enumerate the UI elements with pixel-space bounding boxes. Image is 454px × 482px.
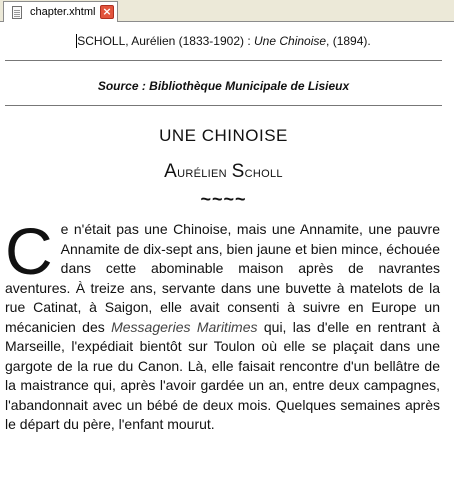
document-view[interactable] [5, 22, 442, 482]
divider [5, 105, 442, 106]
author-initial-s: S [231, 161, 245, 182]
paragraph-text-1: e n'était pas une Chinoise, mais une Annamite, une pauvre Annamite de dix-sept ans, bien jaune et bien mince, échouée dans cette abominable maison après de navrantes aventures. À treize ans, servante dans une buvette à matelots de la rue Catinat, à Saigon, elle avait consenti à suivre en Europe un mécanicien des [5, 221, 440, 335]
story-author [5, 161, 442, 183]
citation-year: , (1894). [326, 34, 371, 48]
story-title: UNE CHINOISE [159, 126, 288, 145]
paragraph-text-2: qui, las d'elle en rentrant à Marseille, l'expédiait bientôt sur Toulon où elle se plaçait dans une gargote de la rue du Canon. Là, elle faisait rencontre d'un bellâtre de la maistrance qui, après l'avoir gardée un an, entre deux campagnes, l'abandonnait avec un bébé de deux mois. Quelques semaines après le départ du père, l'enfant mourut. [5, 318, 440, 432]
tab-chapter-xhtml[interactable] [3, 1, 118, 22]
citation-author: SCHOLL, Aurélien (1833-1902) : [77, 34, 254, 48]
author-first-rest: urélien [177, 164, 232, 181]
tab-label: chapter.xhtml [30, 6, 96, 18]
story-paragraph [5, 214, 442, 435]
document-icon [12, 6, 22, 19]
author-last-rest: choll [244, 164, 283, 181]
tab-bar [0, 0, 454, 22]
close-icon[interactable]: × [100, 5, 114, 19]
drop-cap: C [5, 214, 53, 288]
author-initial-a: A [164, 161, 178, 182]
scrollbar[interactable] [442, 22, 454, 482]
citation-title: Une Chinoise [254, 34, 327, 48]
divider [5, 60, 442, 61]
citation-line [5, 34, 442, 48]
source-line: Source : Bibliothèque Municipale de Lisieux [97, 79, 350, 93]
ornament: ~~~~ [200, 189, 247, 209]
paragraph-italic: Messageries Maritimes [111, 318, 258, 335]
